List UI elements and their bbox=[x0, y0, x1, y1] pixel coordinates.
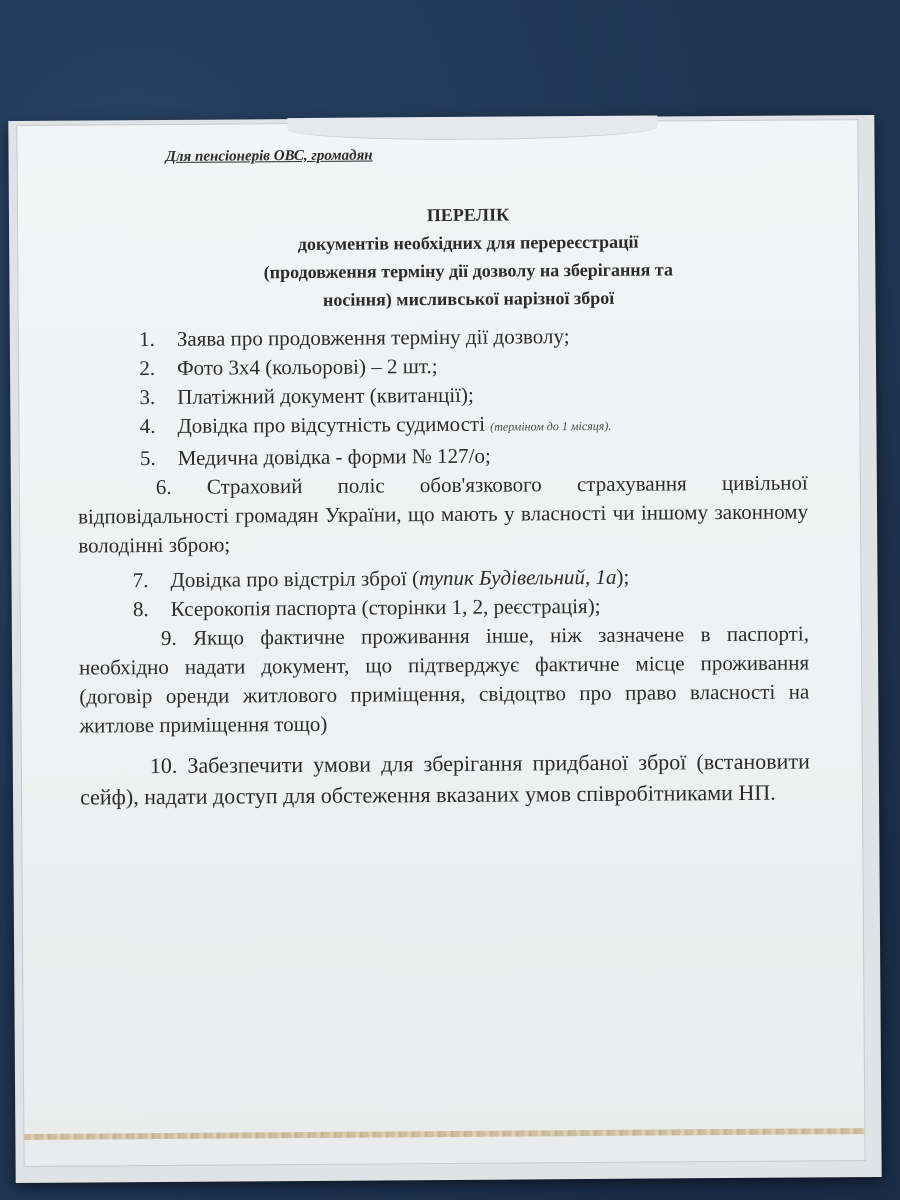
audience-heading: Для пенсіонерів ОВС, громадян bbox=[165, 147, 373, 165]
item-text: Страховий поліс обов'язкового страхування цивільної відповідальності громадян України, що мають у власності чи іншому законному володінні зброю; bbox=[77, 470, 809, 558]
item-number: 6. bbox=[155, 474, 172, 500]
documents-list bbox=[77, 320, 810, 812]
item-italic-text: тупик Будівельний, 1а bbox=[418, 564, 617, 591]
item-text: Якщо фактичне проживання інше, ніж зазначене в паспорті, необхідно надати документ, що підтверджує фактичне місце проживання (договір оренди житлового приміщення, свідоцтво про право власності на житлове приміщення тощо) bbox=[79, 621, 810, 738]
title-block bbox=[148, 199, 789, 315]
printed-notice bbox=[16, 119, 865, 1167]
item-text bbox=[170, 563, 629, 595]
document-holder bbox=[8, 115, 881, 1183]
item-text: Забезпечити умови для зберігання придбаної зброї (встановити сейф), надати доступ для обстеження вказаних умов співробітниками НП. bbox=[79, 748, 810, 810]
item-main-text: Довідка про відсутність судимості bbox=[177, 411, 491, 438]
list-item bbox=[78, 468, 809, 560]
item-text-start: Довідка про відстріл зброї ( bbox=[170, 566, 420, 592]
title-line-4: носіння) мисливської нарізної зброї bbox=[322, 287, 615, 310]
item-number: 8. bbox=[132, 597, 149, 622]
item-text bbox=[177, 409, 611, 444]
item-number: 10. bbox=[149, 752, 178, 779]
item-note: (терміном до 1 місяця). bbox=[490, 418, 612, 434]
item-number: 9. bbox=[160, 625, 177, 650]
item-number: 5. bbox=[139, 446, 156, 471]
title-line-3: (продовження терміну дії дозволу на зберігання та bbox=[263, 259, 674, 283]
item-number: 7. bbox=[132, 568, 149, 593]
item-text: Платіжний документ (квитанції); bbox=[177, 382, 474, 409]
item-number: 3. bbox=[139, 385, 156, 410]
item-text: Медична довідка - форми № 127/о; bbox=[177, 443, 491, 470]
list-item bbox=[77, 407, 807, 444]
item-text: Ксерокопія паспорта (сторінки 1, 2, реєстрація); bbox=[170, 593, 601, 621]
item-text-end: ); bbox=[616, 564, 630, 589]
item-text: Заява про продовження терміну дії дозволу; bbox=[176, 324, 570, 351]
item-number: 1. bbox=[138, 327, 155, 352]
item-number: 4. bbox=[139, 414, 156, 439]
title-line-2: документів необхідних для перереєстрації bbox=[297, 231, 639, 255]
list-item bbox=[79, 619, 810, 740]
list-item bbox=[80, 745, 810, 812]
item-text: Фото 3х4 (кольорові) – 2 шт.; bbox=[176, 354, 438, 380]
item-number: 2. bbox=[139, 356, 156, 381]
title-main: ПЕРЕЛІК bbox=[426, 204, 510, 226]
